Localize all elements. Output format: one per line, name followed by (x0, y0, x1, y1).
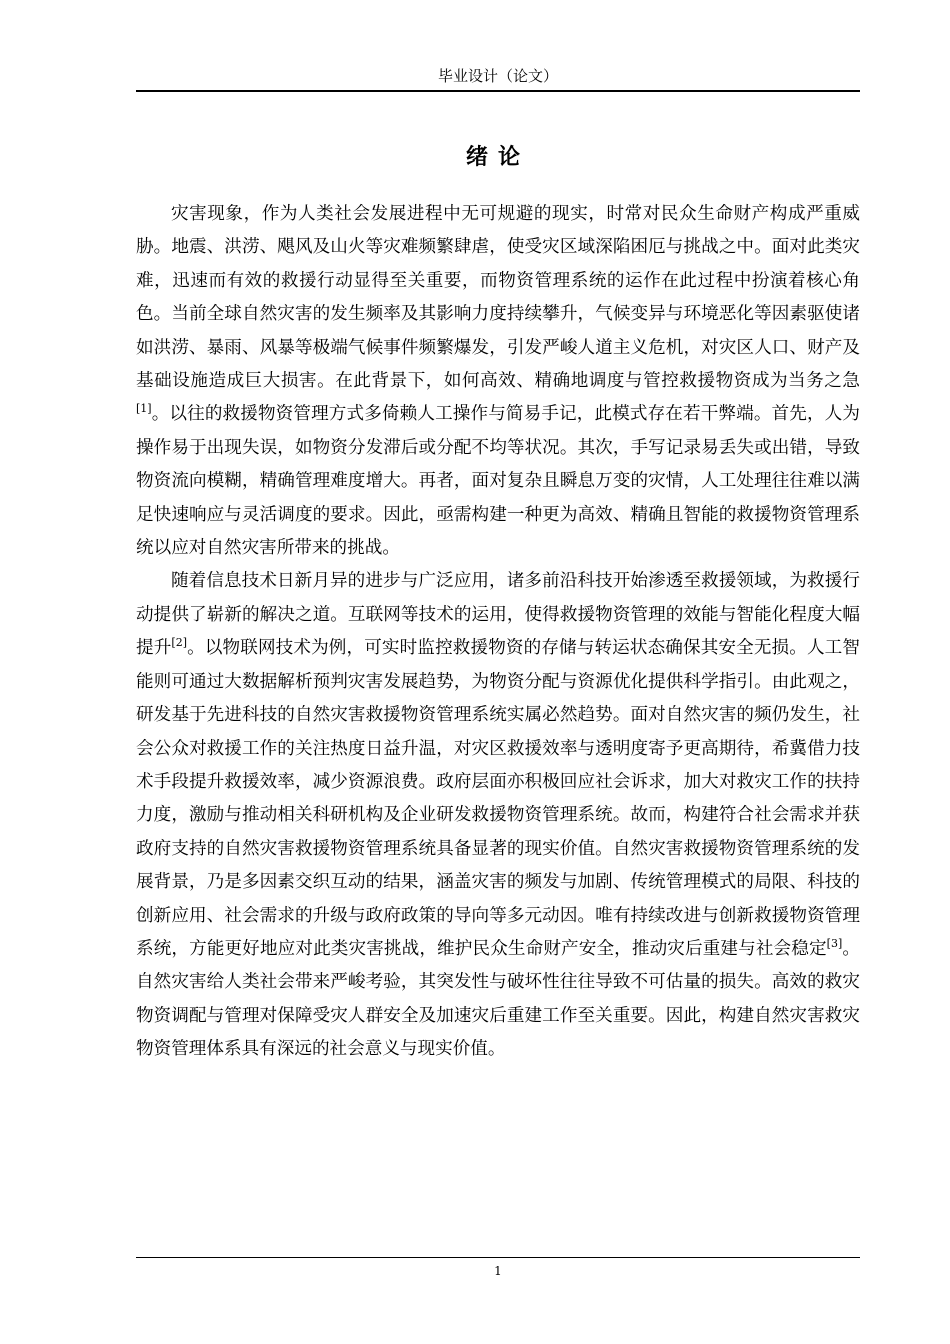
citation-3: [3] (826, 937, 843, 951)
body-text (136, 198, 860, 1067)
paragraph-2-text-a: 随着信息技术日新月异的进步与广泛应用，诸多前沿科技开始渗透至救援领域，为救援行动提供了崭新的解决之道。互联网等技术的运用，使得救援物资管理的效能与智能化程度大幅提升 (136, 571, 860, 659)
page-footer (136, 1257, 860, 1278)
header-title: 毕业设计（论文） (437, 67, 558, 85)
paragraph-1-text-b: 。以往的救援物资管理方式多倚赖人工操作与简易手记，此模式存在若干弊端。首先，人为操作易于出现失误，如物资分发滞后或分配不均等状况。其次，手写记录易丢失或出错，导致物资流向模糊，精确管理难度增大。再者，面对复杂且瞬息万变的灾情，人工处理往往难以满足快速响应与灵活调度的要求。因此，亟需构建一种更为高效、精确且智能的救援物资管理系统以应对自然灾害所带来的挑战。 (136, 404, 860, 559)
paragraph-2-text-b: 。以物联网技术为例，可实时监控救援物资的存储与转运状态确保其安全无损。人工智能则可通过大数据解析预判灾害发展趋势，为物资分配与资源优化提供科学指引。由此观之，研发基于先进科技的自然灾害救援物资管理系统实属必然趋势。面对自然灾害的频仍发生，社会公众对救援工作的关注热度日益升温，对灾区救援效率与透明度寄予更高期待，希冀借力技术手段提升救援效率，减少资源浪费。政府层面亦积极回应社会诉求，加大对救灾工作的扶持力度，激励与推动相关科研机构及企业研发救援物资管理系统。故而，构建符合社会需求并获政府支持的自然灾害救援物资管理系统具备显著的现实价值。自然灾害救援物资管理系统的发展背景，乃是多因素交织互动的结果，涵盖灾害的频发与加剧、传统管理模式的局限、科技的创新应用、社会需求的升级与政府政策的导向等多元动因。唯有持续改进与创新救援物资管理系统，方能更好地应对此类灾害挑战，维护民众生命财产安全，推动灾后重建与社会稳定 (136, 638, 860, 959)
paragraph-1 (136, 198, 860, 565)
citation-1: [1] (136, 402, 152, 416)
citation-2: [2] (171, 636, 188, 650)
page-header (136, 64, 860, 92)
page-number: 1 (494, 1264, 502, 1278)
paragraph-2 (136, 565, 860, 1066)
paragraph-2-text-c: 。自然灾害给人类社会带来严峻考验，其突发性与破坏性往往导致不可估量的损失。高效的救灾物资调配与管理对保障受灾人群安全及加速灾后重建工作至关重要。因此，构建自然灾害救灾物资管理体系具有深远的社会意义与现实价值。 (136, 938, 860, 1060)
section-title: 绪论 (465, 144, 530, 170)
paragraph-1-text-a: 灾害现象，作为人类社会发展进程中无可规避的现实，时常对民众生命财产构成严重威胁。地震、洪涝、飓风及山火等灾难频繁肆虐，使受灾区域深陷困厄与挑战之中。面对此类灾难，迅速而有效的救援行动显得至关重要，而物资管理系统的运作在此过程中扮演着核心角色。当前全球自然灾害的发生频率及其影响力度持续攀升，气候变异与环境恶化等因素驱使诸如洪涝、暴雨、风暴等极端气候事件频繁爆发，引发严峻人道主义危机，对灾区人口、财产及基础设施造成巨大损害。在此背景下，如何高效、精确地调度与管控救援物资成为当务之急 (136, 204, 860, 392)
